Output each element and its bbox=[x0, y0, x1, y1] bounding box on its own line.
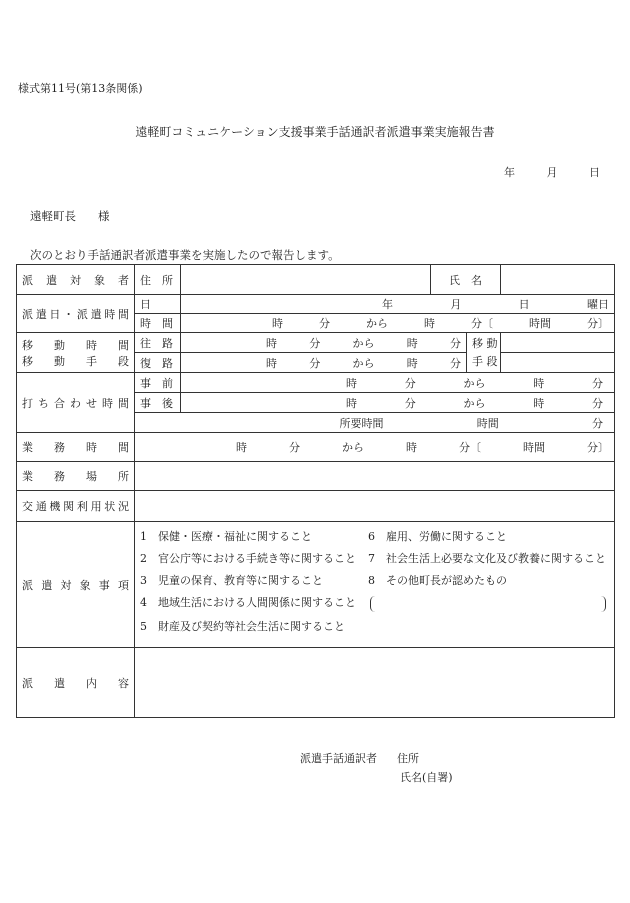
travel-label bbox=[17, 333, 135, 373]
a-minute-end: 分 bbox=[592, 396, 603, 410]
required-label: 所要時間 bbox=[339, 416, 384, 430]
required-hours: 時間 bbox=[476, 416, 499, 430]
w-duration-minutes: 分〕 bbox=[587, 441, 609, 454]
work-place-field[interactable] bbox=[135, 462, 615, 491]
other-detail-bracket[interactable] bbox=[370, 596, 606, 612]
before-label: 事 前 bbox=[135, 373, 181, 393]
name-label: 氏 名 bbox=[431, 265, 501, 295]
time-label: 時 間 bbox=[135, 314, 181, 333]
form-number: 様式第11号(第13条関係) bbox=[18, 82, 143, 95]
target-label: 派遣対象者 bbox=[17, 265, 135, 295]
address-label: 住 所 bbox=[135, 265, 181, 295]
t-minute-end: 分〔 bbox=[471, 317, 493, 330]
dispatch-date-row bbox=[17, 295, 615, 314]
b-hour: 時 bbox=[346, 376, 357, 390]
work-time-field[interactable] bbox=[135, 433, 615, 462]
a-hour-end: 時 bbox=[533, 396, 545, 410]
w-hour: 時 bbox=[236, 441, 247, 454]
work-time-label: 業務時間 bbox=[17, 433, 135, 462]
required-time-field[interactable] bbox=[181, 413, 615, 433]
t-duration-minutes: 分〕 bbox=[587, 317, 609, 330]
return-field[interactable] bbox=[181, 353, 467, 373]
date-year: 年 bbox=[504, 166, 515, 179]
time-field[interactable] bbox=[181, 314, 615, 333]
meeting-before-row bbox=[17, 373, 615, 393]
means-outbound-field[interactable] bbox=[501, 333, 615, 353]
outbound-label: 往 路 bbox=[135, 333, 181, 353]
w-minute-end: 分〔 bbox=[459, 441, 481, 454]
b-from: から bbox=[463, 376, 486, 390]
means-label-2: 手 段 bbox=[472, 354, 498, 368]
r-hour: 時 bbox=[266, 356, 277, 370]
interpreter-line bbox=[300, 750, 419, 766]
address-field[interactable] bbox=[181, 265, 431, 295]
outbound-row bbox=[17, 333, 615, 353]
means-return-field[interactable] bbox=[501, 353, 615, 373]
a-from: から bbox=[463, 396, 486, 410]
o-hour-end: 時 bbox=[406, 336, 418, 350]
w-hour-end: 時 bbox=[406, 441, 417, 454]
item-3[interactable]: 3 児童の保育、教育等に関すること bbox=[140, 574, 323, 587]
w-from: から bbox=[342, 441, 364, 454]
addressee bbox=[30, 208, 110, 224]
content-row bbox=[17, 648, 615, 718]
items-list bbox=[140, 522, 609, 640]
w-duration-hours: 時間 bbox=[523, 441, 545, 454]
t-duration-hours: 時間 bbox=[529, 317, 551, 330]
r-hour-end: 時 bbox=[406, 356, 418, 370]
item-8[interactable]: 8 その他町長が認めたもの bbox=[368, 574, 507, 587]
o-minute-end: 分 bbox=[450, 336, 461, 350]
item-2[interactable]: 2 官公庁等における手続き等に関すること bbox=[140, 552, 356, 565]
intro-text: 次のとおり手話通訳者派遣事業を実施したので報告します。 bbox=[30, 248, 340, 262]
b-minute: 分 bbox=[404, 376, 416, 390]
item-1[interactable]: 1 保健・医療・福祉に関すること bbox=[140, 530, 312, 543]
day-label: 日 bbox=[135, 295, 181, 314]
travel-means-label: 移動手段 bbox=[22, 354, 129, 368]
after-field[interactable] bbox=[181, 393, 615, 413]
item-7[interactable]: 7 社会生活上必要な文化及び教養に関すること bbox=[368, 552, 606, 565]
b-hour-end: 時 bbox=[533, 376, 545, 390]
after-label: 事 後 bbox=[135, 393, 181, 413]
unit-day: 日 bbox=[518, 298, 530, 311]
return-label: 復 路 bbox=[135, 353, 181, 373]
work-time-row bbox=[17, 433, 615, 462]
work-place-row bbox=[17, 462, 615, 491]
report-form-table bbox=[16, 264, 615, 718]
o-hour: 時 bbox=[266, 336, 277, 350]
t-hour-end: 時 bbox=[424, 317, 435, 330]
content-label: 派遣内容 bbox=[17, 648, 135, 718]
unit-year: 年 bbox=[382, 298, 393, 311]
meeting-label: 打ち合わせ時間 bbox=[17, 373, 135, 433]
unit-month: 月 bbox=[450, 298, 462, 311]
required-spacer bbox=[135, 413, 181, 433]
item-6[interactable]: 6 雇用、労働に関すること bbox=[368, 530, 507, 543]
t-from: から bbox=[366, 317, 388, 330]
dispatch-label: 派遣日・派遣時間 bbox=[17, 295, 135, 333]
content-field[interactable] bbox=[135, 648, 615, 718]
travel-time-label: 移動時間 bbox=[22, 338, 129, 352]
interpreter-label: 派遣手話通訳者 bbox=[300, 752, 377, 765]
r-minute-end: 分 bbox=[450, 356, 461, 370]
b-minute-end: 分 bbox=[592, 376, 603, 390]
means-label-1: 移 動 bbox=[472, 336, 498, 350]
o-minute: 分 bbox=[309, 336, 321, 350]
transport-row bbox=[17, 491, 615, 522]
r-from: から bbox=[352, 356, 375, 370]
before-field[interactable] bbox=[181, 373, 615, 393]
item-4[interactable]: 4 地域生活における人間関係に関すること bbox=[140, 596, 356, 609]
items-row bbox=[17, 522, 615, 648]
required-minutes: 分 bbox=[592, 416, 603, 430]
date-month: 月 bbox=[546, 166, 558, 179]
t-minute: 分 bbox=[319, 317, 330, 330]
date-day: 日 bbox=[589, 166, 600, 179]
work-place-label: 業務場所 bbox=[17, 462, 135, 491]
t-hour: 時 bbox=[272, 317, 283, 330]
outbound-field[interactable] bbox=[181, 333, 467, 353]
addressee-suffix: 様 bbox=[98, 209, 110, 223]
w-minute: 分 bbox=[289, 441, 300, 454]
interpreter-name-label: 氏名(自署) bbox=[400, 771, 453, 784]
date-field[interactable] bbox=[181, 295, 615, 314]
items-label: 派遣対象事項 bbox=[17, 522, 135, 648]
item-5[interactable]: 5 財産及び契約等社会生活に関すること bbox=[140, 620, 345, 633]
o-from: から bbox=[352, 336, 375, 350]
target-row bbox=[17, 265, 615, 295]
item-8-detail bbox=[368, 592, 608, 616]
transport-field[interactable] bbox=[135, 491, 615, 522]
means-label bbox=[467, 333, 501, 373]
interpreter-address-label: 住所 bbox=[397, 752, 419, 765]
a-hour: 時 bbox=[346, 396, 357, 410]
document-title: 遠軽町コミュニケーション支援事業手話通訳者派遣事業実施報告書 bbox=[135, 125, 495, 139]
a-minute: 分 bbox=[404, 396, 416, 410]
name-field[interactable] bbox=[501, 265, 615, 295]
transport-label: 交通機関利用状況 bbox=[17, 491, 135, 522]
unit-weekday: 曜日 bbox=[586, 298, 609, 311]
r-minute: 分 bbox=[309, 356, 321, 370]
addressee-name: 遠軽町長 bbox=[30, 209, 76, 223]
items-field bbox=[135, 522, 615, 648]
date-line bbox=[476, 164, 600, 180]
